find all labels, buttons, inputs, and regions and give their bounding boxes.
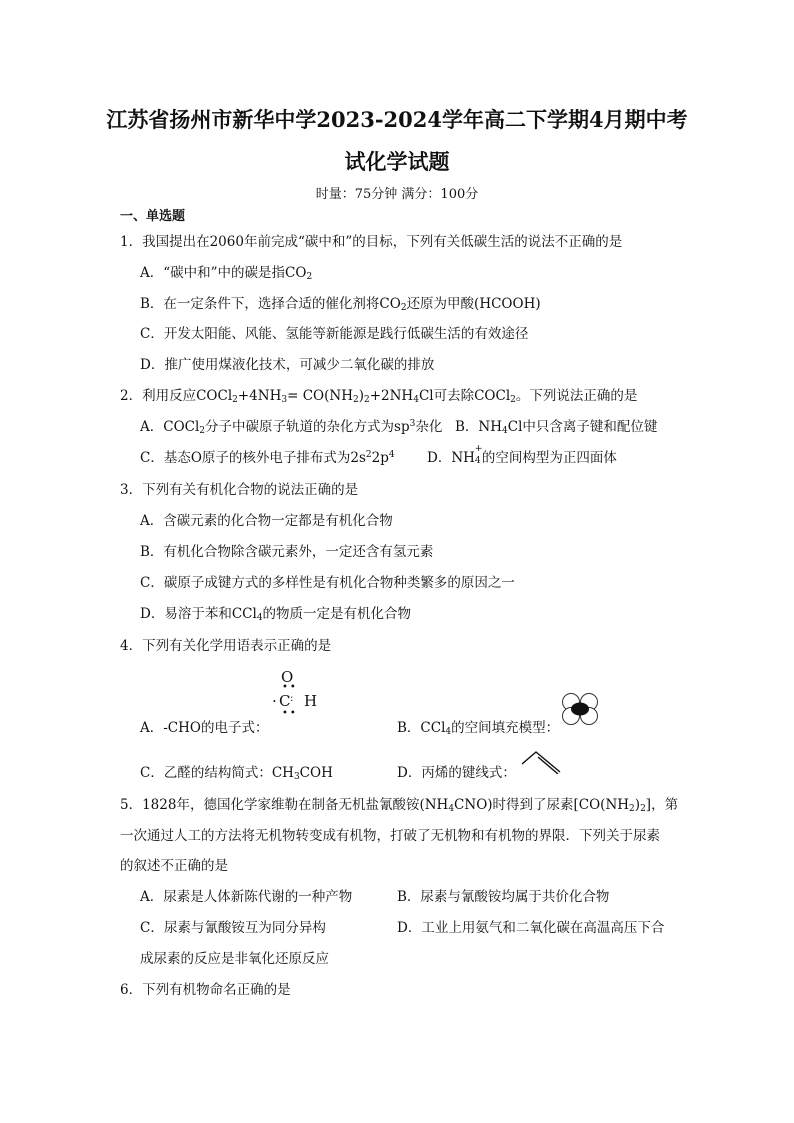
page-title-line1: 江苏省扬州市新华中学2023-2024学年高二下学期4月期中考 (106, 107, 688, 132)
q1-option-a: A．“碳中和”中的碳是指$CO_2$ (140, 265, 313, 282)
lewis-shared-pair-right: : (290, 693, 294, 704)
lewis-carbon: C (279, 692, 291, 710)
q6-stem: 6．下列有机物命名正确的是 (120, 982, 291, 998)
q5-stem-line2: 一次通过人工的方法将无机物转变成有机物，打破了无机物和有机物的界限．下列关于尿素 (120, 828, 660, 844)
q2-stem: 2．利用反应$COCl_2+4NH_3= CO(NH_2)_2+2NH_4Cl$可去除COCl$_2$。下列说法正确的是 (120, 388, 638, 405)
q2-option-c: C．基态O原子的核外电子排布式为$2s^22p^4$ (140, 450, 395, 466)
q2-option-a: A．COCl$_2$分子中碳原子轨道的杂化方式为$sp^3$杂化 (140, 419, 443, 436)
page-title-line2: 试化学试题 (344, 149, 450, 174)
q4-stem: 4．下列有关化学用语表示正确的是 (120, 638, 332, 654)
q3-option-d: D．易溶于苯和CCl$_4$的物质一定是有机化合物 (140, 606, 412, 623)
q1-option-b: B．在一定条件下，选择合适的催化剂将$CO_2$还原为甲酸(HCOOH) (140, 296, 541, 313)
q4-option-c: C．乙醛的结构简式：$CH_3COH$ (140, 765, 333, 782)
lewis-shared-pair-bottom: •• (282, 708, 298, 719)
q3-stem: 3．下列有关有机化合物的说法正确的是 (120, 482, 359, 498)
lewis-unpaired-electron: · (272, 692, 277, 710)
q4-option-a: A．-CHO的电子式： (140, 720, 269, 736)
lewis-shared-pair-top: •• (282, 682, 298, 693)
lewis-hydrogen: H (304, 692, 318, 710)
q1-option-d: D．推广使用煤液化技术，可减少二氧化碳的排放 (140, 357, 435, 373)
q5-option-b: B．尿素与氰酸铵均属于共价化合物 (397, 889, 610, 905)
q5-option-d-continued: 成尿素的反应是非氧化还原反应 (140, 951, 329, 967)
q3-option-c: C．碳原子成键方式的多样性是有机化合物种类繁多的原因之一 (140, 575, 515, 591)
q5-option-c: C．尿素与氰酸铵互为同分异构 (140, 920, 326, 936)
section-heading: 一、单选题 (120, 209, 186, 224)
q3-option-b: B．有机化合物除含碳元素外，一定还含有氢元素 (140, 544, 434, 560)
propene-skeletal-formula-icon (520, 748, 564, 774)
lewis-oxygen: O (281, 668, 294, 686)
exam-info: 时量：75分钟 满分：100分 (315, 187, 479, 202)
q4-option-d: D．丙烯的键线式： (397, 765, 516, 781)
q5-stem-line3: 的叙述不正确的是 (120, 858, 228, 874)
q5-option-a: A．尿素是人体新陈代谢的一种产物 (140, 889, 353, 905)
q5-option-d: D．工业上用氨气和二氧化碳在高温高压下合 (397, 920, 665, 936)
q2-option-d: D．NH + 4 的空间构型为正四面体 (427, 444, 617, 466)
q1-stem: 1．我国提出在2060年前完成“碳中和”的目标，下列有关低碳生活的说法不正确的是 (120, 234, 623, 250)
q3-option-a: A．含碳元素的化合物一定都是有机化合物 (140, 513, 393, 529)
ccl4-space-filling-model-icon (558, 692, 602, 726)
q5-stem-line1: 5．1828年，德国化学家维勒在制备无机盐氰酸铵$(NH_4CNO)$时得到了尿素$[CO(NH_2)_2]$，第 (120, 797, 679, 814)
cho-electron-formula (272, 668, 332, 724)
q1-option-c: C．开发太阳能、风能、氢能等新能源是践行低碳生活的有效途径 (140, 326, 529, 342)
q2-option-b: B．$NH_4Cl$中只含离子键和配位键 (455, 419, 658, 436)
q4-option-b: B．CCl$_4$的空间填充模型： (397, 720, 560, 737)
